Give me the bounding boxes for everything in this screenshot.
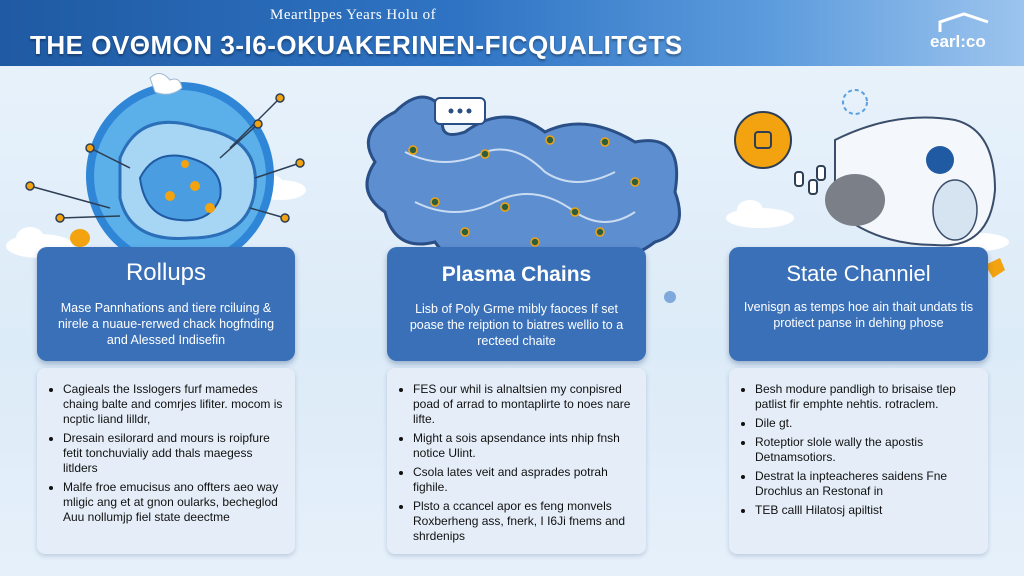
page-title: THE OVΘMON 3-I6-OKUAKERINEN-FICQUALITGTS xyxy=(30,30,683,60)
panel-plasma-chains xyxy=(387,368,646,554)
header-banner xyxy=(0,0,1024,66)
list-item: • FES our whil is alnaltsien my conpisred poad of arrad to montaplirte to noes nare lifte. xyxy=(413,382,636,427)
list-item: • Cagieals the Isslogers furf mamedes chaing balte and comrjes lifiter. mocom is ncptic liand lilldr, xyxy=(63,382,285,427)
card-rollups xyxy=(37,247,295,361)
list-item: • Plsto a ccancel apor es feng monvels Roxberheng ass, fnerk, I I6Ji fnems and shrdenips xyxy=(413,499,636,544)
card-plasma-chains xyxy=(387,247,646,361)
panel-rollups xyxy=(37,368,295,554)
card-description: Lisb of Poly Grme mibly faoces If set poase the reiption to biatres wellio to a recteed chaite xyxy=(409,302,624,348)
list-item: • Dile gt. xyxy=(755,416,978,431)
bullet-list xyxy=(729,368,988,518)
card-title: State Channiel xyxy=(786,261,931,286)
card-title: Plasma Chains xyxy=(441,263,592,286)
panel-state-channel xyxy=(729,368,988,554)
list-item: • Malfe froe emucisus ano offters aeo way mligic ang et at gnon oularks, becheglod Auu nollumjp fiel state deectme xyxy=(63,480,285,525)
list-item: • Besh modure pandligh to brisaise tlep patlist fir emphte nehtis. rotraclem. xyxy=(755,382,978,412)
list-item: • Roteptior slole wally the apostis Detnamsotiors. xyxy=(755,435,978,465)
list-item: • Might a sois apsendance ints nhip fnsh notice Ulint. xyxy=(413,431,636,461)
card-description: Ivenisgn as temps hoe ain thait undats tis protiect panse in dehing phose xyxy=(743,300,974,330)
list-item: • Destrat la inpteacheres saidens Fne Drochlus an Restonaf in xyxy=(755,469,978,499)
card-state-channel xyxy=(729,247,988,361)
bullet-list xyxy=(387,368,646,544)
list-item: • Csola lates veit and asprades potrah fighile. xyxy=(413,465,636,495)
list-item: • TEB calll Hilatosj apiltist xyxy=(755,503,978,518)
card-description: Mase Pannhations and tiere rciluing & nirele a nuaue-rerwed chack hogfnding and Alessed Indisefin xyxy=(57,301,275,347)
card-title: Rollups xyxy=(125,259,207,286)
rollup-globe-illustration xyxy=(20,68,320,253)
logo-text: earl:co xyxy=(930,32,986,51)
header-subtitle: Meartlppes Years Holu of xyxy=(270,7,437,23)
brand-logo xyxy=(930,12,1000,52)
house-icon xyxy=(936,12,992,34)
list-item: • Dresain esilorard and mours is roipfure fetit tonchuvialiy add thals maegess litlders xyxy=(63,431,285,476)
bullet-list xyxy=(37,368,295,525)
